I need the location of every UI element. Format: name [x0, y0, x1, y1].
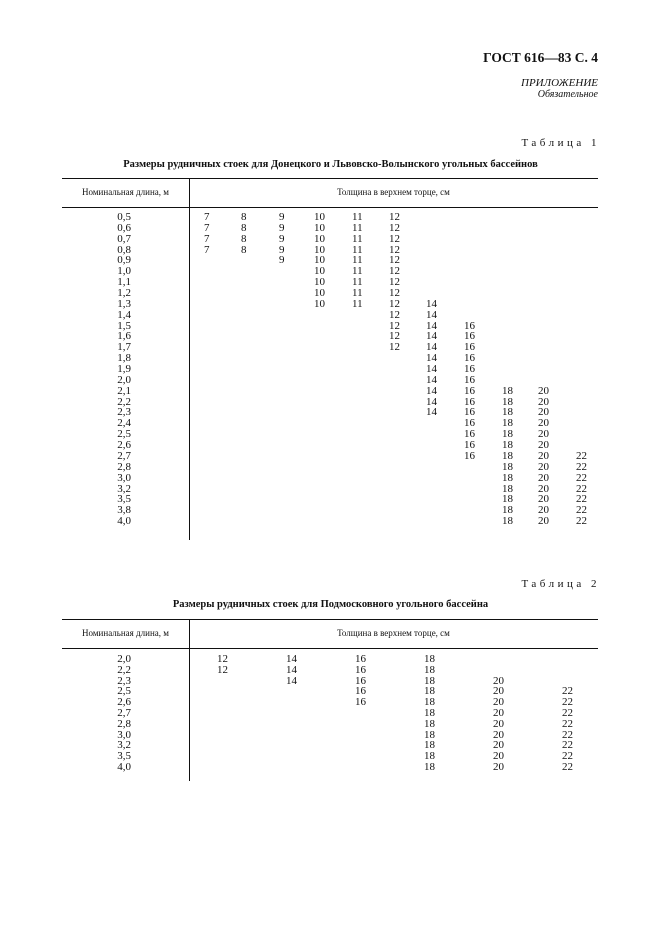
- thickness-cell: 18: [502, 395, 513, 408]
- thickness-cell: 11: [352, 221, 363, 234]
- thickness-cell: 20: [493, 739, 504, 752]
- table2-caption: Размеры рудничных стоек для Подмосковного угольного бассейна: [172, 599, 489, 610]
- thickness-cell: 18: [502, 482, 513, 495]
- thickness-cell: 14: [286, 653, 297, 665]
- thickness-cell: 22: [576, 460, 587, 473]
- length-cell: 3,2: [117, 739, 131, 752]
- length-cell: 1,6: [117, 330, 131, 343]
- length-cell: 0,5: [117, 211, 131, 223]
- thickness-cell: 18: [424, 739, 435, 752]
- thickness-cell: 18: [424, 761, 435, 773]
- thickness-cell: 20: [493, 696, 504, 709]
- table2-thickness-header: Толщина в верхнем торце, см: [337, 628, 450, 638]
- thickness-cell: 22: [562, 739, 573, 752]
- thickness-cell: 9: [279, 243, 285, 256]
- length-cell: 3,5: [117, 750, 131, 763]
- thickness-cell: 20: [538, 406, 549, 419]
- thickness-cell: 18: [424, 717, 435, 730]
- thickness-cell: 14: [426, 330, 437, 343]
- thickness-cell: 22: [562, 761, 573, 773]
- thickness-cell: 8: [241, 221, 247, 234]
- thickness-cell: 14: [426, 297, 437, 310]
- thickness-cell: 22: [576, 449, 587, 462]
- thickness-cell: 16: [464, 373, 475, 386]
- thickness-cell: 18: [502, 439, 513, 452]
- thickness-cell: 18: [502, 493, 513, 506]
- thickness-cell: 12: [389, 211, 400, 223]
- length-cell: 1,5: [117, 319, 131, 332]
- length-cell: 0,7: [117, 232, 131, 245]
- thickness-cell: 16: [464, 449, 475, 462]
- thickness-cell: 7: [204, 211, 210, 223]
- thickness-cell: 10: [314, 232, 325, 245]
- thickness-cell: 22: [562, 696, 573, 709]
- thickness-cell: 18: [424, 685, 435, 698]
- thickness-cell: 16: [464, 384, 475, 397]
- length-cell: 1,3: [117, 297, 131, 310]
- thickness-cell: 16: [464, 406, 475, 419]
- length-cell: 1,7: [117, 341, 131, 354]
- length-cell: 2,7: [117, 449, 131, 462]
- length-cell: 2,8: [117, 717, 131, 730]
- thickness-cell: 14: [426, 341, 437, 354]
- thickness-cell: 10: [314, 287, 325, 300]
- thickness-cell: 16: [355, 663, 366, 676]
- thickness-cell: 11: [352, 297, 363, 310]
- thickness-cell: 14: [286, 663, 297, 676]
- thickness-cell: 14: [426, 373, 437, 386]
- thickness-cell: 18: [502, 406, 513, 419]
- length-cell: 0,6: [117, 221, 131, 234]
- thickness-cell: 14: [426, 363, 437, 376]
- length-cell: 1,4: [117, 308, 131, 321]
- thickness-cell: 22: [562, 717, 573, 730]
- length-cell: 4,0: [117, 761, 131, 773]
- length-cell: 3,0: [117, 728, 131, 741]
- table1-length-header: Номинальная длина, м: [82, 187, 169, 197]
- thickness-cell: 20: [538, 493, 549, 506]
- thickness-cell: 10: [314, 276, 325, 289]
- thickness-cell: 11: [352, 287, 363, 300]
- table2-label: Таблица 2: [521, 578, 600, 590]
- thickness-cell: 10: [314, 297, 325, 310]
- length-cell: 2,6: [117, 439, 131, 452]
- thickness-cell: 18: [424, 674, 435, 687]
- length-cell: 3,0: [117, 471, 131, 484]
- thickness-cell: 12: [389, 232, 400, 245]
- table2-header-rule: [62, 648, 598, 649]
- length-cell: 2,6: [117, 696, 131, 709]
- thickness-cell: 16: [464, 330, 475, 343]
- thickness-cell: 18: [502, 504, 513, 517]
- thickness-cell: 18: [502, 384, 513, 397]
- thickness-cell: 16: [464, 319, 475, 332]
- thickness-cell: 20: [538, 449, 549, 462]
- mandatory-label: Обязательное: [537, 89, 598, 100]
- length-cell: 2,8: [117, 460, 131, 473]
- thickness-cell: 14: [426, 384, 437, 397]
- thickness-cell: 22: [562, 750, 573, 763]
- length-cell: 2,0: [117, 653, 131, 665]
- thickness-cell: 10: [314, 265, 325, 278]
- thickness-cell: 12: [389, 254, 400, 267]
- thickness-cell: 22: [562, 728, 573, 741]
- thickness-cell: 16: [464, 428, 475, 441]
- thickness-cell: 18: [502, 471, 513, 484]
- thickness-cell: 11: [352, 232, 363, 245]
- length-cell: 3,2: [117, 482, 131, 495]
- thickness-cell: 8: [241, 211, 247, 223]
- thickness-cell: 22: [576, 504, 587, 517]
- thickness-cell: 10: [314, 254, 325, 267]
- thickness-cell: 22: [576, 515, 587, 528]
- thickness-cell: 20: [538, 417, 549, 430]
- thickness-cell: 20: [493, 761, 504, 773]
- thickness-cell: 20: [538, 395, 549, 408]
- length-cell: 2,2: [117, 395, 131, 408]
- thickness-cell: 16: [355, 696, 366, 709]
- thickness-cell: 16: [464, 439, 475, 452]
- thickness-cell: 16: [464, 395, 475, 408]
- thickness-cell: 14: [426, 319, 437, 332]
- length-cell: 3,8: [117, 504, 131, 517]
- thickness-cell: 18: [502, 417, 513, 430]
- thickness-cell: 14: [426, 352, 437, 365]
- length-cell: 4,0: [117, 515, 131, 528]
- length-cell: 2,5: [117, 428, 131, 441]
- thickness-cell: 20: [493, 750, 504, 763]
- thickness-cell: 18: [502, 460, 513, 473]
- thickness-cell: 11: [352, 276, 363, 289]
- thickness-cell: 8: [241, 243, 247, 256]
- thickness-cell: 22: [576, 493, 587, 506]
- thickness-cell: 20: [538, 428, 549, 441]
- thickness-cell: 16: [464, 417, 475, 430]
- thickness-cell: 18: [424, 696, 435, 709]
- length-cell: 1,8: [117, 352, 131, 365]
- thickness-cell: 12: [389, 265, 400, 278]
- thickness-cell: 22: [576, 482, 587, 495]
- thickness-cell: 7: [204, 243, 210, 256]
- length-cell: 2,3: [117, 406, 131, 419]
- table2-column-divider: [189, 619, 190, 781]
- thickness-cell: 12: [389, 221, 400, 234]
- thickness-cell: 9: [279, 221, 285, 234]
- thickness-cell: 18: [424, 750, 435, 763]
- length-cell: 3,5: [117, 493, 131, 506]
- thickness-cell: 12: [389, 243, 400, 256]
- length-cell: 2,5: [117, 685, 131, 698]
- thickness-cell: 7: [204, 232, 210, 245]
- thickness-cell: 20: [538, 384, 549, 397]
- thickness-cell: 12: [389, 319, 400, 332]
- thickness-cell: 11: [352, 243, 363, 256]
- thickness-cell: 7: [204, 221, 210, 234]
- thickness-cell: 16: [355, 685, 366, 698]
- thickness-cell: 10: [314, 243, 325, 256]
- length-cell: 1,9: [117, 363, 131, 376]
- thickness-cell: 14: [426, 395, 437, 408]
- thickness-cell: 12: [389, 287, 400, 300]
- appendix-label: ПРИЛОЖЕНИЕ: [521, 77, 598, 89]
- thickness-cell: 12: [389, 276, 400, 289]
- length-cell: 2,1: [117, 384, 131, 397]
- thickness-cell: 12: [389, 297, 400, 310]
- thickness-cell: 11: [352, 211, 363, 223]
- thickness-cell: 20: [493, 728, 504, 741]
- thickness-cell: 18: [424, 663, 435, 676]
- thickness-cell: 10: [314, 221, 325, 234]
- table1-header-rule: [62, 207, 598, 208]
- thickness-cell: 11: [352, 265, 363, 278]
- thickness-cell: 16: [355, 653, 366, 665]
- thickness-cell: 12: [389, 330, 400, 343]
- thickness-cell: 22: [562, 685, 573, 698]
- thickness-cell: 14: [286, 674, 297, 687]
- thickness-cell: 18: [502, 449, 513, 462]
- thickness-cell: 11: [352, 254, 363, 267]
- thickness-cell: 22: [562, 707, 573, 719]
- length-cell: 2,0: [117, 373, 131, 386]
- thickness-cell: 18: [424, 707, 435, 719]
- thickness-cell: 20: [538, 515, 549, 528]
- length-cell: 0,8: [117, 243, 131, 256]
- thickness-cell: 18: [424, 653, 435, 665]
- thickness-cell: 14: [426, 406, 437, 419]
- thickness-cell: 12: [389, 341, 400, 354]
- length-cell: 0,9: [117, 254, 131, 267]
- thickness-cell: 12: [217, 653, 228, 665]
- table1-label: Таблица 1: [521, 137, 600, 149]
- table1-top-rule: [62, 178, 598, 179]
- thickness-cell: 14: [426, 308, 437, 321]
- thickness-cell: 9: [279, 211, 285, 223]
- table1-thickness-header: Толщина в верхнем торце, см: [337, 187, 450, 197]
- table1-caption: Размеры рудничных стоек для Донецкого и Львовско-Волынского угольных бассейнов: [123, 159, 538, 170]
- thickness-cell: 20: [493, 685, 504, 698]
- thickness-cell: 18: [424, 728, 435, 741]
- thickness-cell: 20: [538, 482, 549, 495]
- thickness-cell: 22: [576, 471, 587, 484]
- thickness-cell: 16: [464, 352, 475, 365]
- thickness-cell: 12: [217, 663, 228, 676]
- thickness-cell: 20: [538, 504, 549, 517]
- thickness-cell: 20: [538, 460, 549, 473]
- length-cell: 2,3: [117, 674, 131, 687]
- table2-length-header: Номинальная длина, м: [82, 628, 169, 638]
- document-reference: ГОСТ 616—83 С. 4: [483, 50, 598, 65]
- length-cell: 2,4: [117, 417, 131, 430]
- thickness-cell: 20: [538, 471, 549, 484]
- thickness-cell: 12: [389, 308, 400, 321]
- length-cell: 2,7: [117, 707, 131, 719]
- thickness-cell: 20: [538, 439, 549, 452]
- thickness-cell: 16: [464, 341, 475, 354]
- length-cell: 1,1: [117, 276, 131, 289]
- thickness-cell: 18: [502, 428, 513, 441]
- table2-top-rule: [62, 619, 598, 620]
- thickness-cell: 8: [241, 232, 247, 245]
- thickness-cell: 20: [493, 674, 504, 687]
- thickness-cell: 16: [355, 674, 366, 687]
- thickness-cell: 16: [464, 363, 475, 376]
- thickness-cell: 20: [493, 707, 504, 719]
- length-cell: 1,0: [117, 265, 131, 278]
- length-cell: 2,2: [117, 663, 131, 676]
- thickness-cell: 10: [314, 211, 325, 223]
- thickness-cell: 20: [493, 717, 504, 730]
- table1-column-divider: [189, 178, 190, 540]
- thickness-cell: 18: [502, 515, 513, 528]
- length-cell: 1,2: [117, 287, 131, 300]
- thickness-cell: 9: [279, 232, 285, 245]
- thickness-cell: 9: [279, 254, 285, 267]
